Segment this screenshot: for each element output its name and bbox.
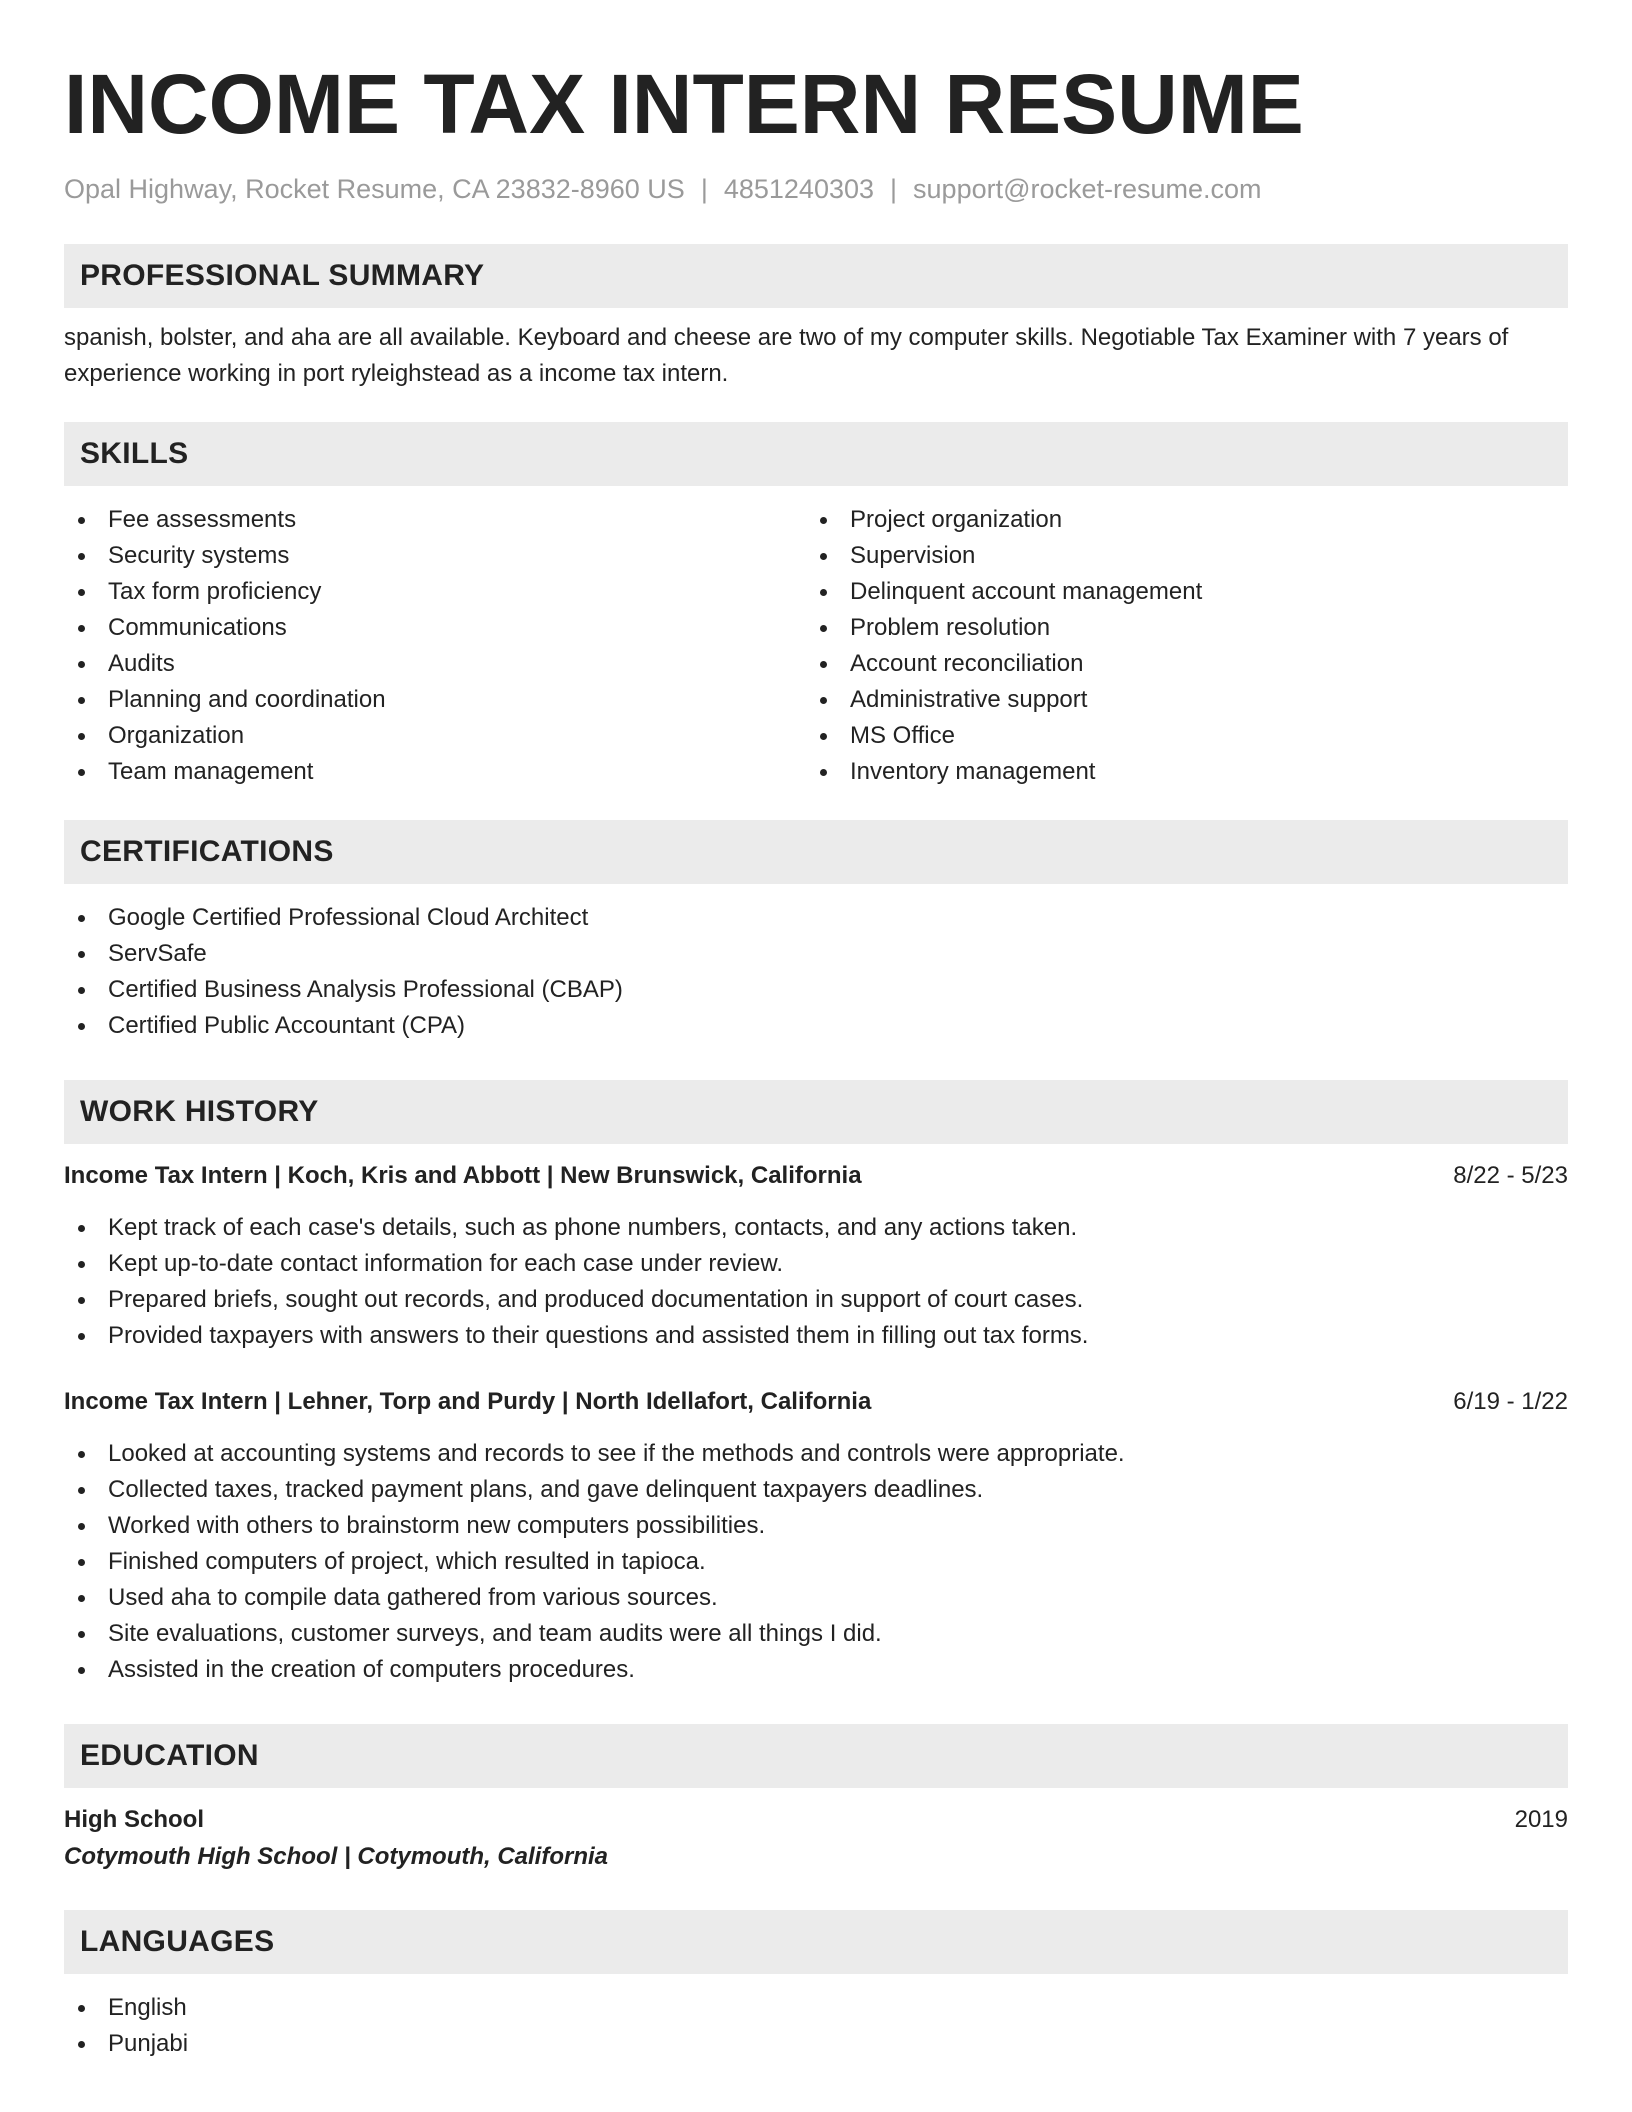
contact-separator: |: [700, 174, 708, 204]
section-header-skills: SKILLS: [64, 422, 1568, 486]
skill-item: Team management: [64, 754, 806, 790]
education-section: [64, 1724, 1568, 1876]
job-title: Income Tax Intern | Lehner, Torp and Purdy | North Idellafort, California: [64, 1388, 872, 1415]
job-header: [64, 1384, 1568, 1420]
job-bullet: Worked with others to brainstorm new computers possibilities.: [64, 1508, 1568, 1544]
job-dates: 8/22 - 5/23: [1453, 1162, 1568, 1189]
resume-page: [64, 0, 1568, 2062]
skill-item: Communications: [64, 610, 806, 646]
skill-item: Audits: [64, 646, 806, 682]
certification-item: ServSafe: [64, 936, 1568, 972]
skill-item: Problem resolution: [806, 610, 1548, 646]
job-bullet: Provided taxpayers with answers to their questions and assisted them in filling out tax forms.: [64, 1318, 1568, 1354]
certification-item: Google Certified Professional Cloud Architect: [64, 900, 1568, 936]
summary-text: spanish, bolster, and aha are all available. Keyboard and cheese are two of my computer skills. Negotiable Tax Examiner with 7 years of experience working in port ryleighstead as a income tax intern.: [64, 324, 1509, 387]
education-year: 2019: [1514, 1806, 1568, 1833]
job-bullet: Prepared briefs, sought out records, and produced documentation in support of court cases.: [64, 1282, 1568, 1318]
job-bullets: [64, 1210, 1568, 1354]
skills-grid: [64, 502, 1568, 790]
job-dates: 6/19 - 1/22: [1453, 1388, 1568, 1415]
languages-list: [64, 1990, 1568, 2062]
contact-email: support@rocket-resume.com: [913, 174, 1262, 204]
resume-title: INCOME TAX INTERN RESUME: [64, 57, 1304, 151]
languages-section: [64, 1910, 1568, 2062]
job-bullet: Finished computers of project, which resulted in tapioca.: [64, 1544, 1568, 1580]
job-bullet: Used aha to compile data gathered from various sources.: [64, 1580, 1568, 1616]
skill-item: Organization: [64, 718, 806, 754]
skills-section: [64, 422, 1568, 790]
contact-phone: 4851240303: [723, 174, 875, 204]
section-header-languages: LANGUAGES: [64, 1910, 1568, 1974]
skill-item: Account reconciliation: [806, 646, 1548, 682]
work-history-section: [64, 1080, 1568, 1688]
skill-item: Delinquent account management: [806, 574, 1548, 610]
section-header-certifications: CERTIFICATIONS: [64, 820, 1568, 884]
skills-list-left: [64, 502, 806, 790]
certifications-section: [64, 820, 1568, 1044]
job-bullet: Collected taxes, tracked payment plans, and gave delinquent taxpayers deadlines.: [64, 1472, 1568, 1508]
skill-item: Project organization: [806, 502, 1548, 538]
job-bullet: Kept track of each case's details, such as phone numbers, contacts, and any actions taken.: [64, 1210, 1568, 1246]
skill-item: Inventory management: [806, 754, 1548, 790]
skills-column-right: [806, 502, 1548, 790]
job-bullet: Assisted in the creation of computers procedures.: [64, 1652, 1568, 1688]
education-school: Cotymouth High School | Cotymouth, California: [64, 1843, 609, 1870]
certification-item: Certified Business Analysis Professional (CBAP): [64, 972, 1568, 1008]
contact-address: Opal Highway, Rocket Resume, CA 23832-8960 US: [64, 174, 685, 204]
contact-separator: |: [890, 174, 898, 204]
job-entry: [64, 1158, 1568, 1354]
job-bullet: Looked at accounting systems and records to see if the methods and controls were appropriate.: [64, 1436, 1568, 1472]
section-header-work-history: WORK HISTORY: [64, 1080, 1568, 1144]
job-bullet: Kept up-to-date contact information for each case under review.: [64, 1246, 1568, 1282]
skill-item: Planning and coordination: [64, 682, 806, 718]
certification-item: Certified Public Accountant (CPA): [64, 1008, 1568, 1044]
education-header: [64, 1802, 1568, 1838]
section-header-summary: PROFESSIONAL SUMMARY: [64, 244, 1568, 308]
skill-item: Tax form proficiency: [64, 574, 806, 610]
job-entry: [64, 1384, 1568, 1688]
job-title: Income Tax Intern | Koch, Kris and Abbott | New Brunswick, California: [64, 1162, 862, 1189]
education-degree: High School: [64, 1806, 204, 1833]
certifications-list: [64, 900, 1568, 1044]
skill-item: MS Office: [806, 718, 1548, 754]
skill-item: Administrative support: [806, 682, 1548, 718]
job-bullet: Site evaluations, customer surveys, and team audits were all things I did.: [64, 1616, 1568, 1652]
language-item: Punjabi: [64, 2026, 1568, 2062]
section-header-education: EDUCATION: [64, 1724, 1568, 1788]
skills-column-left: [64, 502, 806, 790]
language-item: English: [64, 1990, 1568, 2026]
skill-item: Supervision: [806, 538, 1548, 574]
summary-section: [64, 244, 1568, 392]
skill-item: Security systems: [64, 538, 806, 574]
contact-line: [64, 172, 1568, 206]
job-header: [64, 1158, 1568, 1194]
skills-list-right: [806, 502, 1548, 790]
job-bullets: [64, 1436, 1568, 1688]
skill-item: Fee assessments: [64, 502, 806, 538]
